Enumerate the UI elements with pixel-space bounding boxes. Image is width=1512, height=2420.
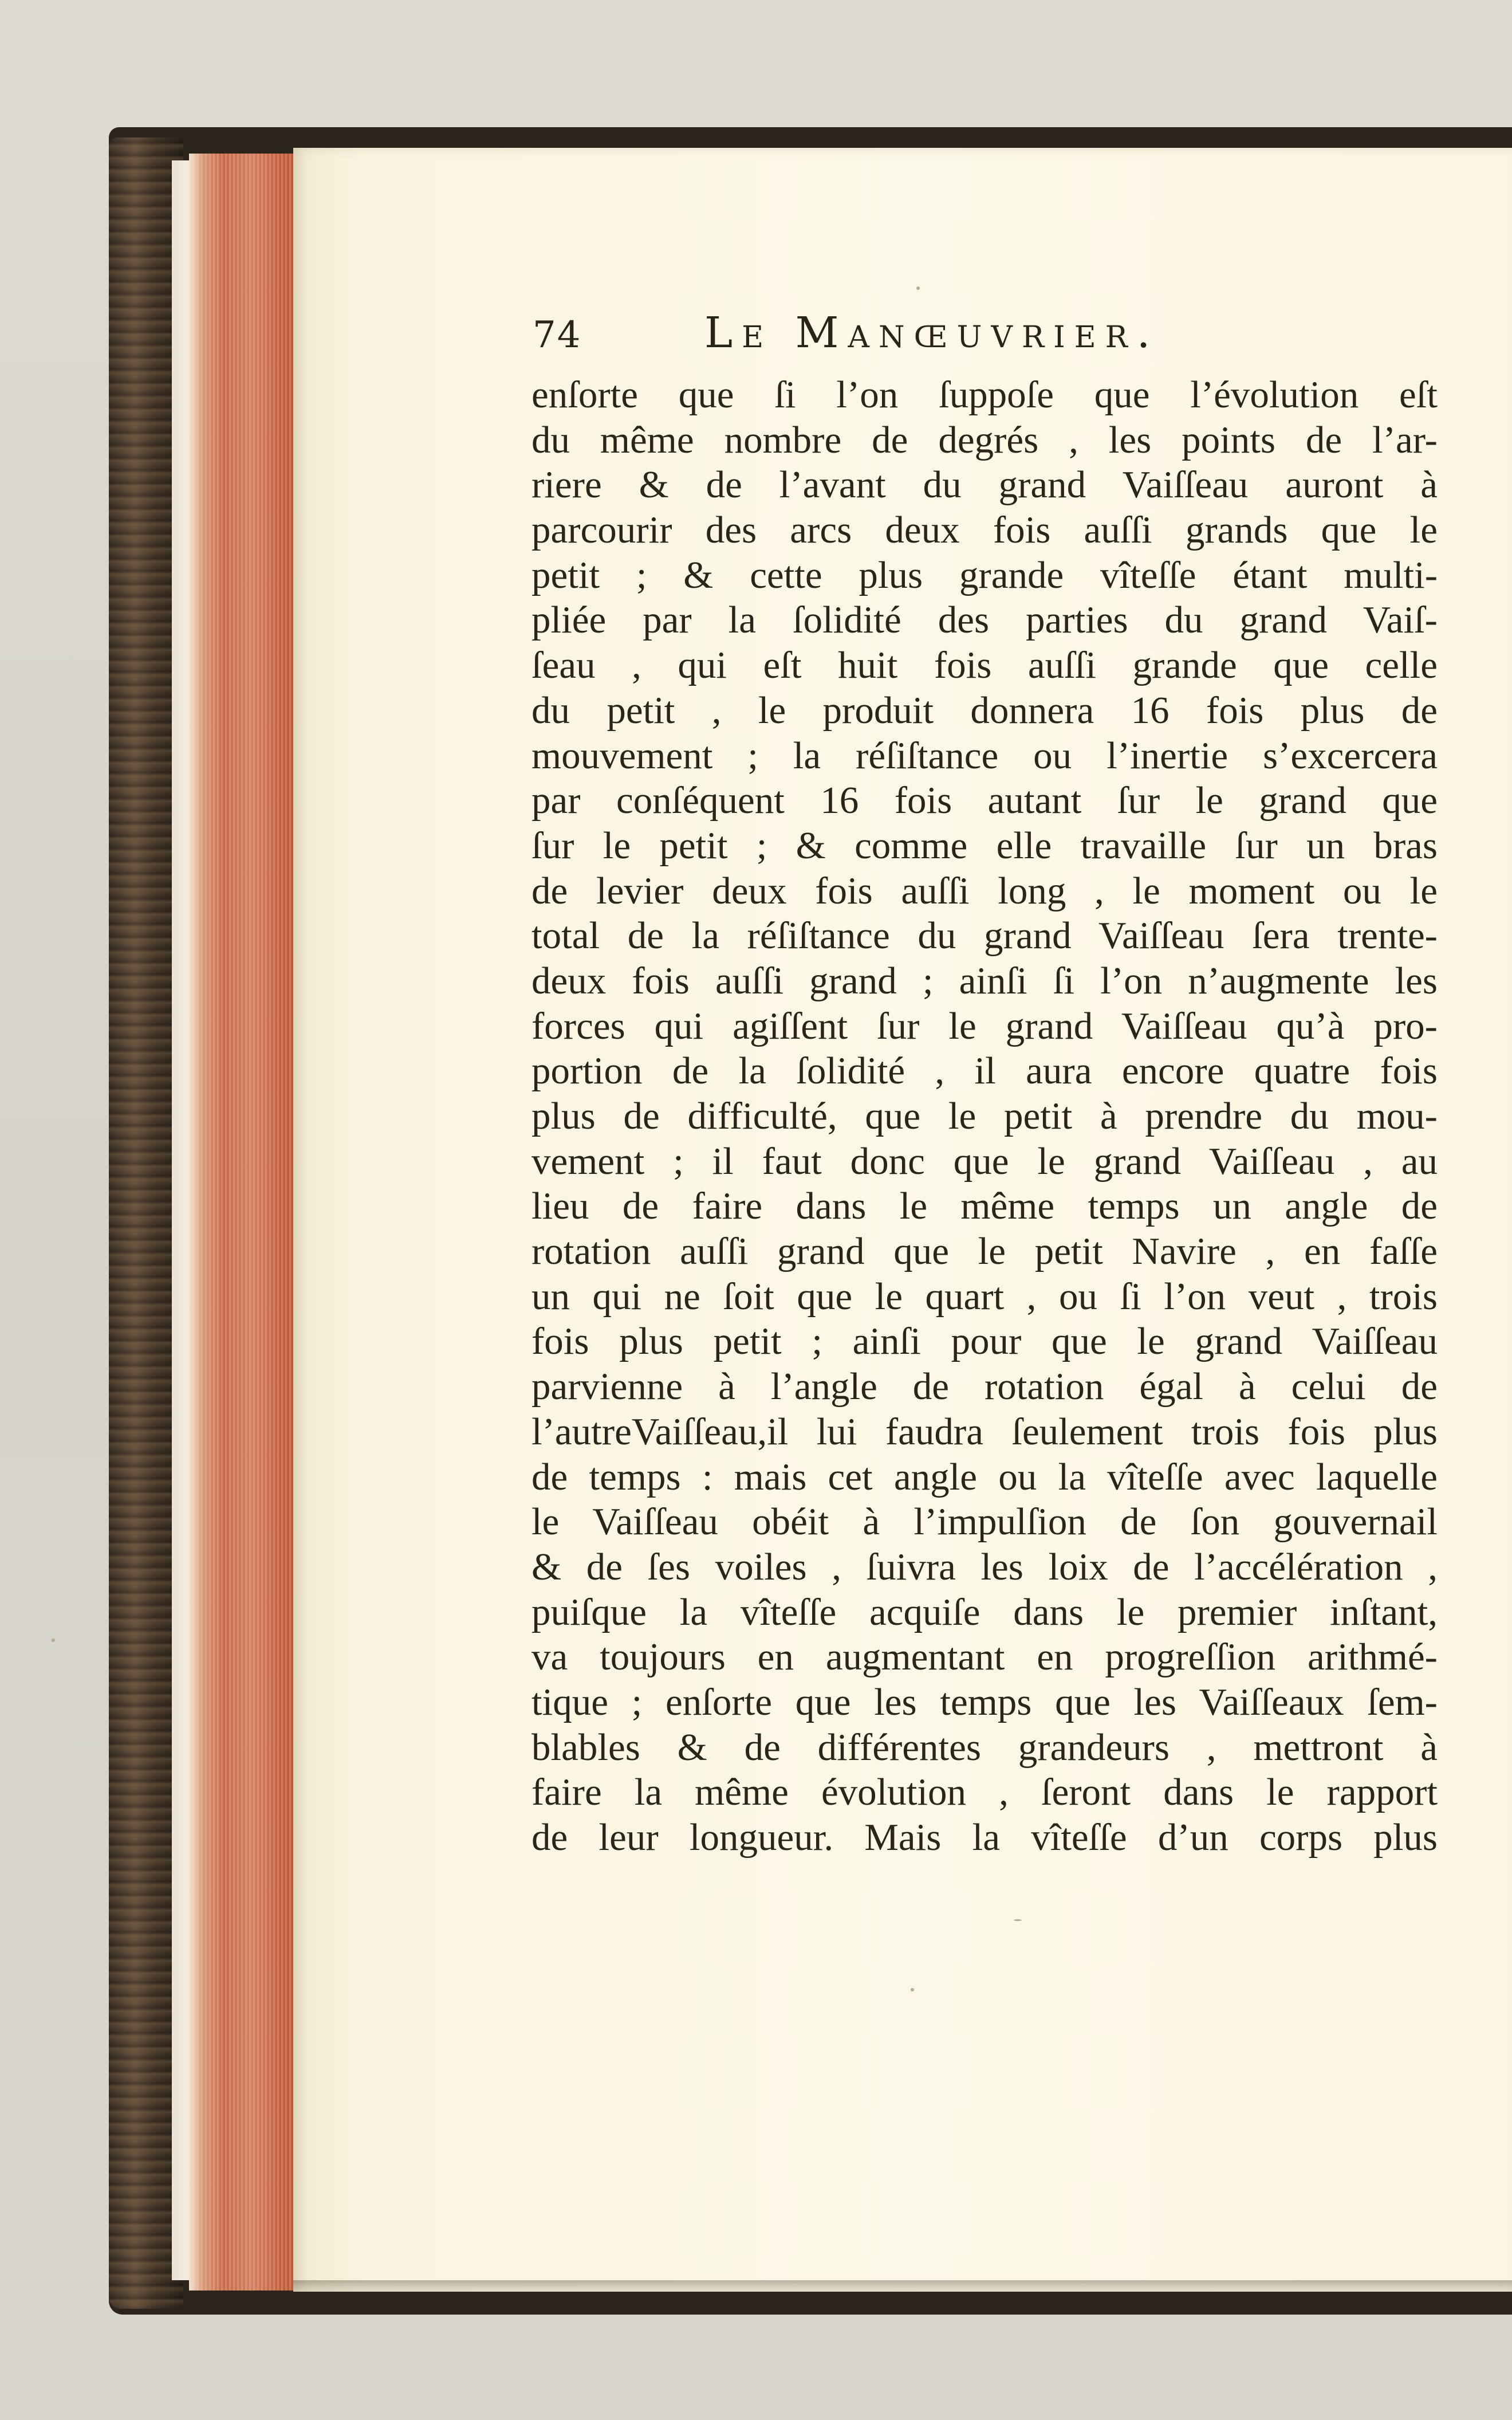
paper-speck [1014,1919,1022,1921]
text-line: forces qui agiſſent ſur le grand Vaiſſeau qu’à pro- [531,1004,1438,1047]
text-line: deux fois auſſi grand ; ainſi ſi l’on n’augmente les [531,959,1438,1002]
text-line: enſorte que ſi l’on ſuppoſe que l’évolution eſt [531,374,1438,416]
text-line: & de ſes voiles , ſuivra les loix de l’accélération , [531,1545,1438,1588]
text-line: puiſque la vîteſſe acquiſe dans le premier inſtant, [531,1590,1438,1633]
text-line: un qui ne ſoit que le quart , ou ſi l’on veut , trois [531,1275,1438,1318]
text-line: du même nombre de degrés , les points de l’ar- [531,418,1438,461]
text-line: de temps : mais cet angle ou la vîteſſe avec laquelle [531,1455,1438,1498]
text-line: blables & de différentes grandeurs , mettront à [531,1726,1438,1769]
text-line: du petit , le produit donnera 16 fois plus de [531,689,1438,732]
text-line: tique ; enſorte que les temps que les Vaiſſeaux ſem- [531,1680,1438,1723]
text-line: faire la même évolution , ſeront dans le rapport [531,1771,1438,1814]
text-line: parcourir des arcs deux fois auſſi grands que le [531,509,1438,552]
text-line: mouvement ; la réſiſtance ou l’inertie s’excercera [531,734,1438,777]
text-line: riere & de l’avant du grand Vaiſſeau auront à [531,463,1438,506]
text-line: ſur le petit ; & comme elle travaille ſur un bras [531,824,1438,867]
text-line: parvienne à l’angle de rotation égal à celui de [531,1365,1438,1408]
text-line: fois plus petit ; ainſi pour que le grand Vaiſſeau [531,1320,1438,1363]
text-line: total de la réſiſtance du grand Vaiſſeau ſera trente- [531,914,1438,957]
text-line: l’autreVaiſſeau,il lui faudra ſeulement trois fois plus [531,1410,1438,1453]
text-line: de leur longueur. Mais la vîteſſe d’un corps plus [531,1816,1438,1859]
text-line: lieu de faire dans le même temps un angle de [531,1185,1438,1228]
text-line: pliée par la ſolidité des parties du grand Vaiſ- [531,599,1438,642]
text-line: petit ; & cette plus grande vîteſſe étant multi- [531,553,1438,596]
page-bottom-shadow [293,2280,1512,2294]
paper-speck [916,286,920,290]
paper-speck [911,1988,914,1991]
body-text [531,372,1438,1860]
text-line: de levier deux fois auſſi long , le moment ou le [531,869,1438,912]
text-line: portion de la ſolidité , il aura encore quatre fois [531,1050,1438,1093]
background-speck [52,1639,55,1642]
text-line: va toujours en augmentant en progreſſion arithmé- [531,1636,1438,1679]
text-line: rotation auſſi grand que le petit Navire , en faſſe [531,1230,1438,1273]
page-number: 74 [533,314,582,356]
text-line: par conſéquent 16 fois autant ſur le grand que [531,779,1438,822]
page-block-fore-edge [189,154,304,2291]
running-title: Le Manœuvrier. [704,308,1160,358]
running-head [533,304,1426,367]
text-line: le Vaiſſeau obéit à l’impulſion de ſon gouvernail [531,1500,1438,1543]
text-line: ſeau , qui eſt huit fois auſſi grande que celle [531,644,1438,687]
text-line: plus de difficulté, que le petit à prendre du mou- [531,1095,1438,1137]
text-line: vement ; il faut donc que le grand Vaiſſeau , au [531,1140,1438,1182]
